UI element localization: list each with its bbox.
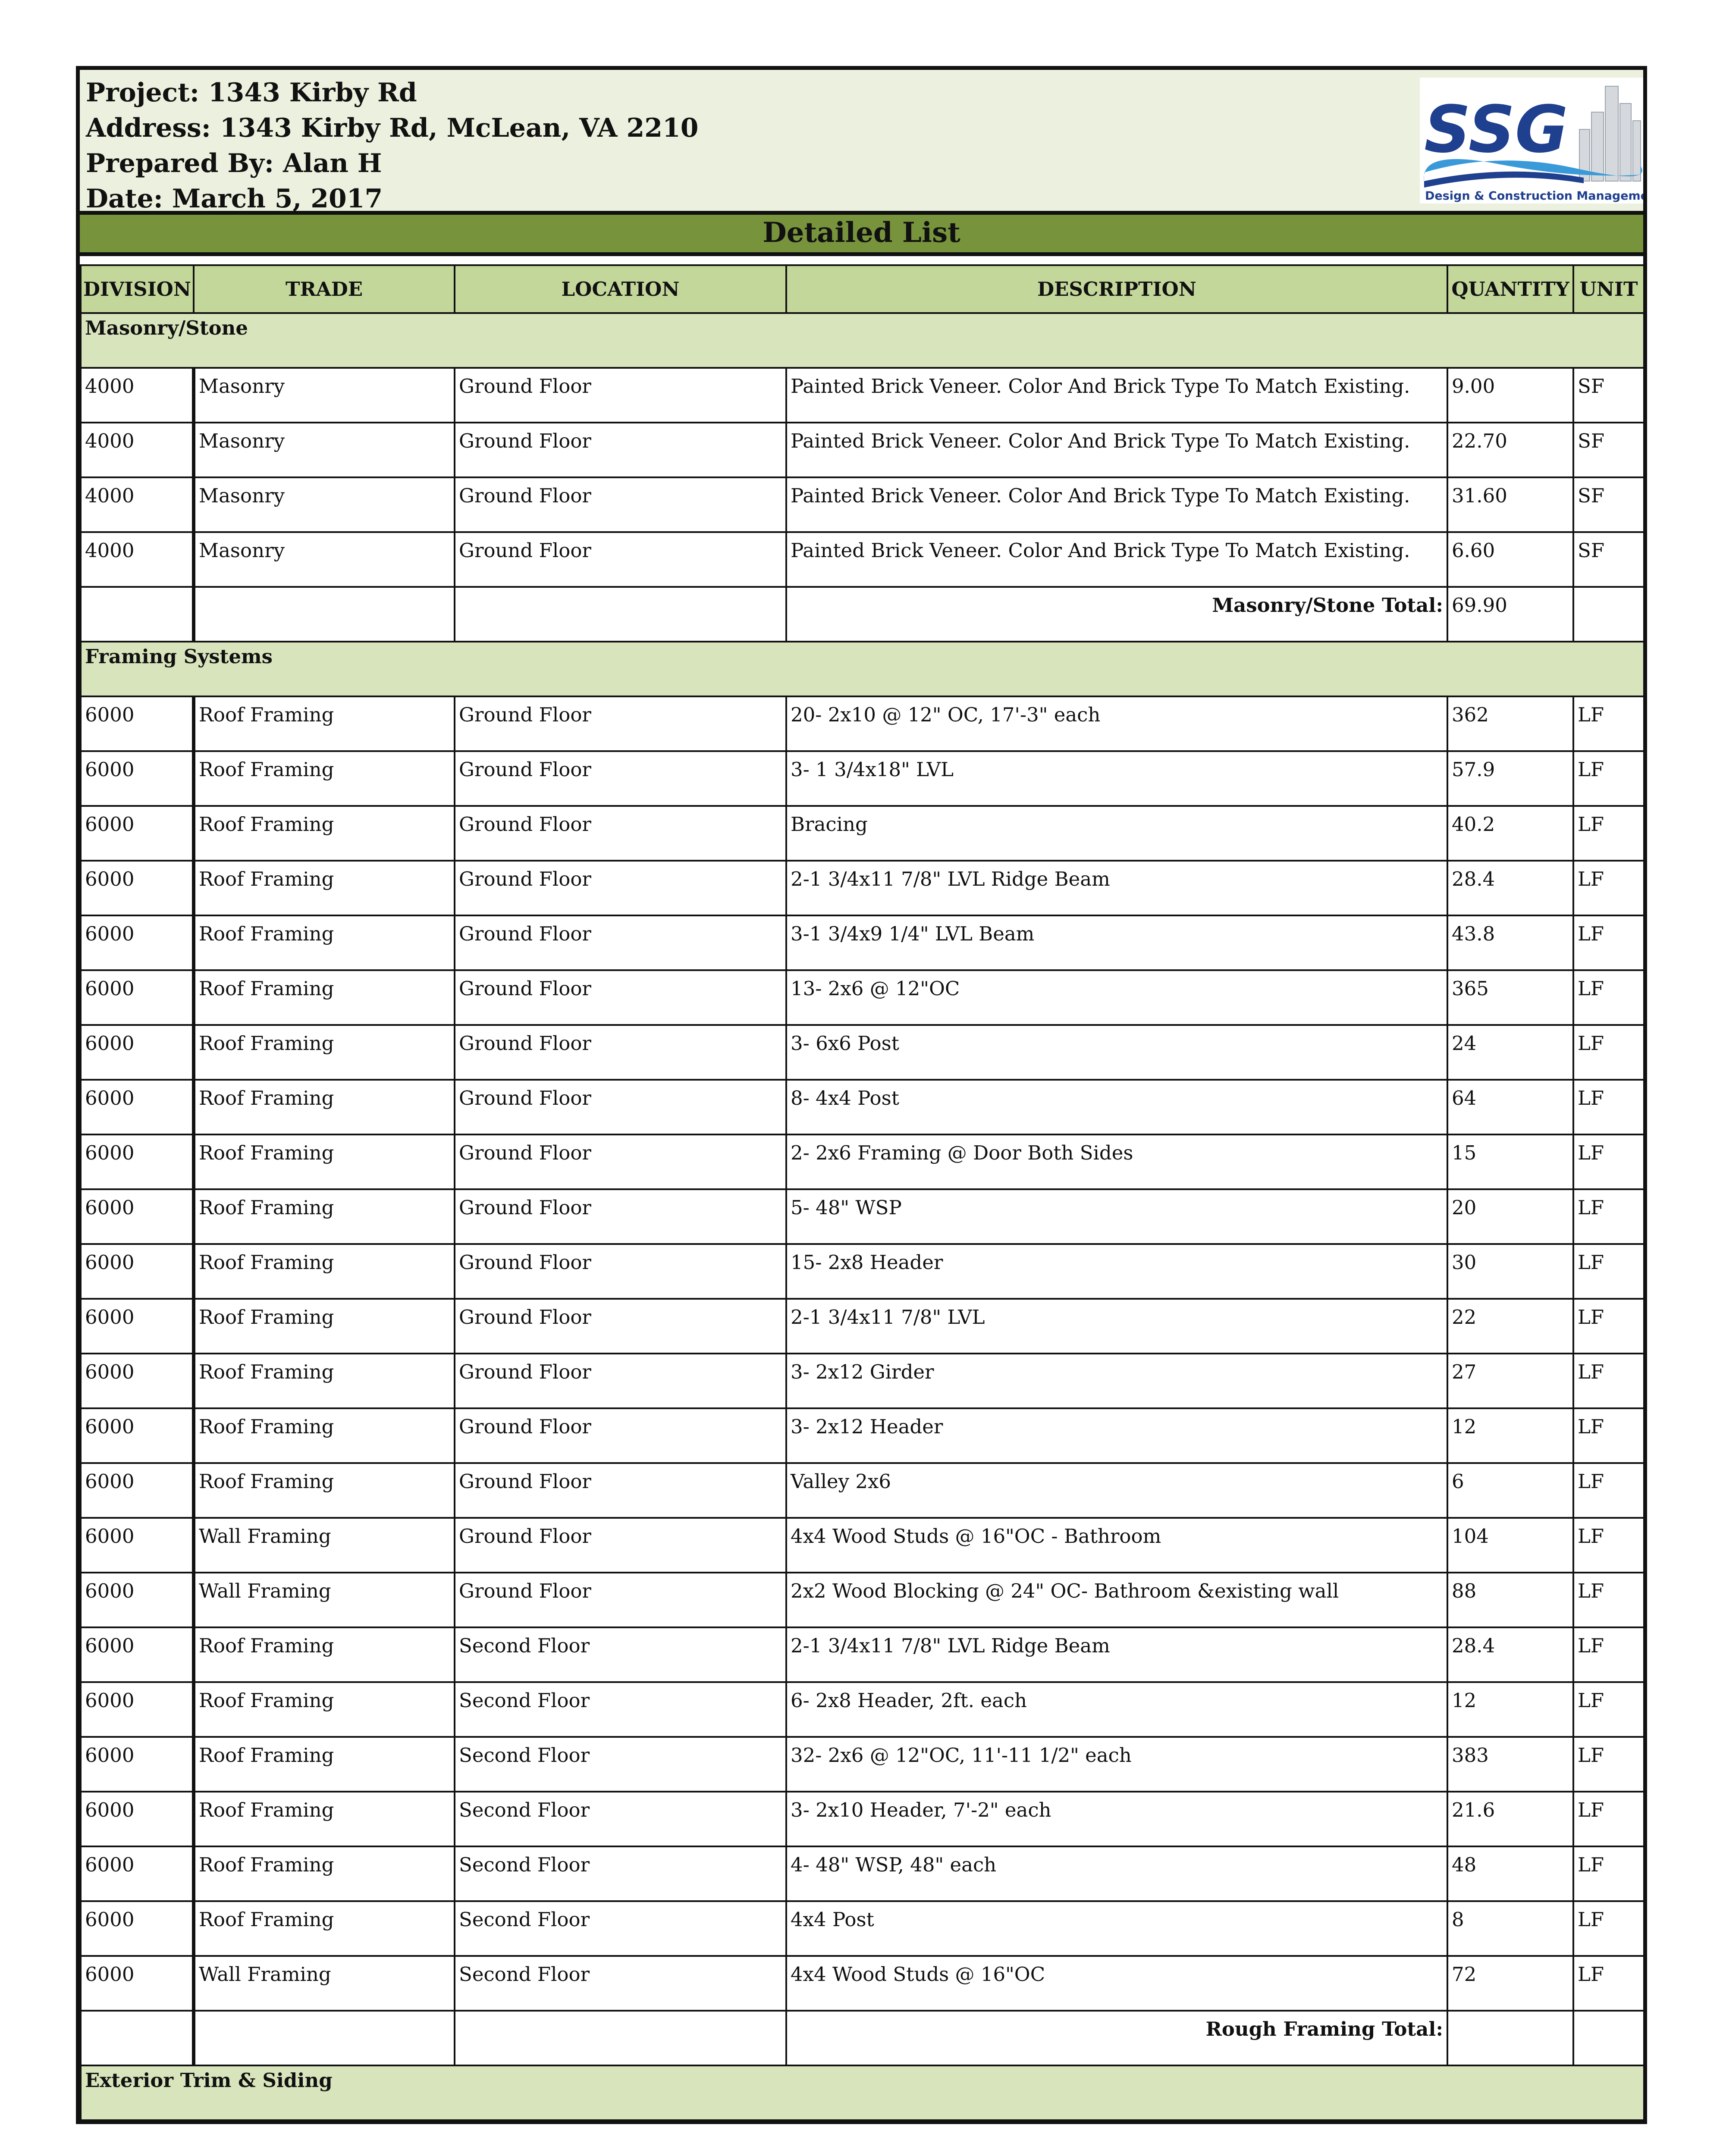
unit-cell: LF: [1573, 1682, 1644, 1737]
quantity-cell: 57.9: [1447, 751, 1573, 806]
project-header: [80, 70, 1643, 215]
table-row: [81, 1846, 1644, 1901]
unit-cell: LF: [1573, 1737, 1644, 1792]
empty-cell: [81, 587, 194, 642]
division-cell: 6000: [81, 1134, 194, 1189]
quantity-cell: 22: [1447, 1299, 1573, 1354]
table-row: [81, 1573, 1644, 1627]
unit-cell: LF: [1573, 806, 1644, 861]
table-row: [81, 1463, 1644, 1518]
trade-cell: Roof Framing: [194, 1627, 455, 1682]
description-cell: 15- 2x8 Header: [786, 1244, 1447, 1299]
column-header-row: [81, 265, 1644, 313]
table-row: [81, 751, 1644, 806]
unit-cell: SF: [1573, 477, 1644, 532]
location-cell: Ground Floor: [455, 1080, 786, 1134]
quantity-cell: 48: [1447, 1846, 1573, 1901]
total-label: Masonry/Stone Total:: [786, 587, 1447, 642]
division-cell: 4000: [81, 368, 194, 423]
description-cell: Painted Brick Veneer. Color And Brick Type To Match Existing.: [786, 423, 1447, 477]
location-cell: Ground Floor: [455, 1189, 786, 1244]
description-cell: 6- 2x8 Header, 2ft. each: [786, 1682, 1447, 1737]
description-cell: Painted Brick Veneer. Color And Brick Type To Match Existing.: [786, 477, 1447, 532]
table-row: [81, 806, 1644, 861]
total-value: [1447, 2011, 1573, 2065]
trade-cell: Roof Framing: [194, 1244, 455, 1299]
location-cell: Ground Floor: [455, 1408, 786, 1463]
unit-cell: LF: [1573, 1627, 1644, 1682]
unit-cell: LF: [1573, 1189, 1644, 1244]
trade-cell: Wall Framing: [194, 1956, 455, 2011]
trade-cell: Roof Framing: [194, 806, 455, 861]
location-cell: Ground Floor: [455, 1354, 786, 1408]
unit-cell: LF: [1573, 1846, 1644, 1901]
document-sheet: [76, 66, 1647, 2124]
table-body: [81, 265, 1644, 2120]
location-cell: Ground Floor: [455, 806, 786, 861]
trade-cell: Roof Framing: [194, 1463, 455, 1518]
col-header-division: DIVISION: [81, 265, 194, 313]
section-title: Framing Systems: [81, 642, 1644, 696]
trade-cell: Masonry: [194, 368, 455, 423]
location-cell: Ground Floor: [455, 1299, 786, 1354]
ssg-logo: [1420, 78, 1643, 204]
location-cell: Second Floor: [455, 1627, 786, 1682]
trade-cell: Roof Framing: [194, 1792, 455, 1846]
location-cell: Ground Floor: [455, 1573, 786, 1627]
division-cell: 6000: [81, 696, 194, 751]
trade-cell: Roof Framing: [194, 915, 455, 970]
description-cell: Painted Brick Veneer. Color And Brick Type To Match Existing.: [786, 368, 1447, 423]
unit-cell: LF: [1573, 1244, 1644, 1299]
col-header-unit: UNIT: [1573, 265, 1644, 313]
detailed-list-table: [80, 264, 1645, 2121]
empty-cell: [1573, 587, 1644, 642]
table-row: [81, 1025, 1644, 1080]
description-cell: Bracing: [786, 806, 1447, 861]
table-row: [81, 1244, 1644, 1299]
description-cell: 3- 1 3/4x18" LVL: [786, 751, 1447, 806]
location-cell: Ground Floor: [455, 1244, 786, 1299]
quantity-cell: 31.60: [1447, 477, 1573, 532]
table-row: [81, 1682, 1644, 1737]
quantity-cell: 20: [1447, 1189, 1573, 1244]
description-cell: 3- 2x10 Header, 7'-2" each: [786, 1792, 1447, 1846]
unit-cell: SF: [1573, 532, 1644, 587]
description-cell: 5- 48" WSP: [786, 1189, 1447, 1244]
trade-cell: Roof Framing: [194, 1682, 455, 1737]
unit-cell: LF: [1573, 861, 1644, 915]
quantity-cell: 12: [1447, 1682, 1573, 1737]
table-row: [81, 861, 1644, 915]
trade-cell: Roof Framing: [194, 1846, 455, 1901]
division-cell: 6000: [81, 1792, 194, 1846]
division-cell: 6000: [81, 1518, 194, 1573]
quantity-cell: 28.4: [1447, 861, 1573, 915]
description-cell: 4x4 Post: [786, 1901, 1447, 1956]
table-row: [81, 696, 1644, 751]
description-cell: 3- 2x12 Header: [786, 1408, 1447, 1463]
division-cell: 4000: [81, 532, 194, 587]
division-cell: 6000: [81, 1737, 194, 1792]
division-cell: 6000: [81, 1463, 194, 1518]
division-cell: 6000: [81, 1354, 194, 1408]
description-cell: 2-1 3/4x11 7/8" LVL Ridge Beam: [786, 861, 1447, 915]
quantity-cell: 21.6: [1447, 1792, 1573, 1846]
total-value: 69.90: [1447, 587, 1573, 642]
quantity-cell: 28.4: [1447, 1627, 1573, 1682]
address-line: Address: 1343 Kirby Rd, McLean, VA 2210: [86, 113, 699, 143]
quantity-cell: 40.2: [1447, 806, 1573, 861]
quantity-cell: 12: [1447, 1408, 1573, 1463]
quantity-cell: 15: [1447, 1134, 1573, 1189]
quantity-cell: 6: [1447, 1463, 1573, 1518]
division-cell: 6000: [81, 970, 194, 1025]
logo-text: SSG: [1424, 92, 1568, 167]
quantity-cell: 6.60: [1447, 532, 1573, 587]
trade-cell: Roof Framing: [194, 1354, 455, 1408]
prepared-by-line: Prepared By: Alan H: [86, 148, 382, 179]
description-cell: 3- 2x12 Girder: [786, 1354, 1447, 1408]
location-cell: Ground Floor: [455, 970, 786, 1025]
trade-cell: Roof Framing: [194, 751, 455, 806]
description-cell: 2-1 3/4x11 7/8" LVL Ridge Beam: [786, 1627, 1447, 1682]
location-cell: Ground Floor: [455, 1025, 786, 1080]
unit-cell: LF: [1573, 1080, 1644, 1134]
trade-cell: Wall Framing: [194, 1518, 455, 1573]
unit-cell: LF: [1573, 696, 1644, 751]
ssg-logo-graphic: [1420, 78, 1643, 204]
table-row: [81, 1627, 1644, 1682]
table-row: [81, 1189, 1644, 1244]
section-row: [81, 313, 1644, 368]
unit-cell: SF: [1573, 368, 1644, 423]
unit-cell: LF: [1573, 1901, 1644, 1956]
location-cell: Ground Floor: [455, 1463, 786, 1518]
location-cell: Ground Floor: [455, 423, 786, 477]
total-label: Rough Framing Total:: [786, 2011, 1447, 2065]
division-cell: 6000: [81, 1189, 194, 1244]
trade-cell: Roof Framing: [194, 1408, 455, 1463]
quantity-cell: 104: [1447, 1518, 1573, 1573]
table-row: [81, 915, 1644, 970]
location-cell: Ground Floor: [455, 1134, 786, 1189]
trade-cell: Roof Framing: [194, 1189, 455, 1244]
description-cell: 4x4 Wood Studs @ 16"OC - Bathroom: [786, 1518, 1447, 1573]
division-cell: 4000: [81, 423, 194, 477]
quantity-cell: 365: [1447, 970, 1573, 1025]
division-cell: 6000: [81, 1956, 194, 2011]
table-row: [81, 1956, 1644, 2011]
empty-cell: [455, 587, 786, 642]
section-title: Exterior Trim & Siding: [81, 2065, 1644, 2120]
table-row: [81, 368, 1644, 423]
col-header-trade: TRADE: [194, 265, 455, 313]
location-cell: Second Floor: [455, 1956, 786, 2011]
total-row: [81, 587, 1644, 642]
description-cell: 8- 4x4 Post: [786, 1080, 1447, 1134]
description-cell: 3- 6x6 Post: [786, 1025, 1447, 1080]
description-cell: 2- 2x6 Framing @ Door Both Sides: [786, 1134, 1447, 1189]
unit-cell: LF: [1573, 1463, 1644, 1518]
location-cell: Ground Floor: [455, 1518, 786, 1573]
location-cell: Second Floor: [455, 1901, 786, 1956]
division-cell: 6000: [81, 751, 194, 806]
unit-cell: LF: [1573, 1025, 1644, 1080]
description-cell: Valley 2x6: [786, 1463, 1447, 1518]
quantity-cell: 22.70: [1447, 423, 1573, 477]
trade-cell: Roof Framing: [194, 1299, 455, 1354]
unit-cell: LF: [1573, 751, 1644, 806]
table-row: [81, 1901, 1644, 1956]
col-header-quantity: QUANTITY: [1447, 265, 1573, 313]
table-row: [81, 1354, 1644, 1408]
division-cell: 6000: [81, 1080, 194, 1134]
location-cell: Ground Floor: [455, 368, 786, 423]
table-row: [81, 1299, 1644, 1354]
section-title: Masonry/Stone: [81, 313, 1644, 368]
division-cell: 6000: [81, 1682, 194, 1737]
unit-cell: LF: [1573, 1354, 1644, 1408]
location-cell: Second Floor: [455, 1682, 786, 1737]
table-row: [81, 532, 1644, 587]
location-cell: Second Floor: [455, 1846, 786, 1901]
unit-cell: LF: [1573, 1408, 1644, 1463]
trade-cell: Roof Framing: [194, 970, 455, 1025]
quantity-cell: 362: [1447, 696, 1573, 751]
description-cell: 32- 2x6 @ 12"OC, 11'-11 1/2" each: [786, 1737, 1447, 1792]
location-cell: Ground Floor: [455, 696, 786, 751]
unit-cell: LF: [1573, 1792, 1644, 1846]
division-cell: 6000: [81, 1408, 194, 1463]
empty-cell: [455, 2011, 786, 2065]
trade-cell: Roof Framing: [194, 1901, 455, 1956]
location-cell: Second Floor: [455, 1737, 786, 1792]
table-row: [81, 970, 1644, 1025]
trade-cell: Roof Framing: [194, 1080, 455, 1134]
quantity-cell: 9.00: [1447, 368, 1573, 423]
quantity-cell: 8: [1447, 1901, 1573, 1956]
trade-cell: Masonry: [194, 423, 455, 477]
trade-cell: Roof Framing: [194, 696, 455, 751]
col-header-location: LOCATION: [455, 265, 786, 313]
division-cell: 6000: [81, 1901, 194, 1956]
trade-cell: Masonry: [194, 532, 455, 587]
quantity-cell: 383: [1447, 1737, 1573, 1792]
division-cell: 6000: [81, 806, 194, 861]
location-cell: Ground Floor: [455, 915, 786, 970]
total-row: [81, 2011, 1644, 2065]
division-cell: 6000: [81, 915, 194, 970]
quantity-cell: 43.8: [1447, 915, 1573, 970]
unit-cell: LF: [1573, 1299, 1644, 1354]
table-row: [81, 1134, 1644, 1189]
unit-cell: LF: [1573, 1956, 1644, 2011]
location-cell: Ground Floor: [455, 532, 786, 587]
division-cell: 6000: [81, 1846, 194, 1901]
col-header-description: DESCRIPTION: [786, 265, 1447, 313]
unit-cell: LF: [1573, 1518, 1644, 1573]
quantity-cell: 24: [1447, 1025, 1573, 1080]
table-row: [81, 1518, 1644, 1573]
description-cell: 2-1 3/4x11 7/8" LVL: [786, 1299, 1447, 1354]
table-row: [81, 1080, 1644, 1134]
division-cell: 4000: [81, 477, 194, 532]
trade-cell: Roof Framing: [194, 861, 455, 915]
unit-cell: LF: [1573, 1573, 1644, 1627]
division-cell: 6000: [81, 1299, 194, 1354]
unit-cell: LF: [1573, 970, 1644, 1025]
trade-cell: Wall Framing: [194, 1573, 455, 1627]
description-cell: 4x4 Wood Studs @ 16"OC: [786, 1956, 1447, 2011]
description-cell: Painted Brick Veneer. Color And Brick Type To Match Existing.: [786, 532, 1447, 587]
empty-cell: [81, 2011, 194, 2065]
division-cell: 6000: [81, 1627, 194, 1682]
unit-cell: SF: [1573, 423, 1644, 477]
section-row: [81, 642, 1644, 696]
table-row: [81, 423, 1644, 477]
table-row: [81, 1792, 1644, 1846]
table-row: [81, 477, 1644, 532]
logo-tagline: Design & Construction Management: [1425, 189, 1643, 203]
empty-cell: [194, 2011, 455, 2065]
empty-cell: [194, 587, 455, 642]
quantity-cell: 64: [1447, 1080, 1573, 1134]
trade-cell: Roof Framing: [194, 1737, 455, 1792]
description-cell: 20- 2x10 @ 12" OC, 17'-3" each: [786, 696, 1447, 751]
trade-cell: Masonry: [194, 477, 455, 532]
trade-cell: Roof Framing: [194, 1134, 455, 1189]
unit-cell: LF: [1573, 1134, 1644, 1189]
division-cell: 6000: [81, 1025, 194, 1080]
quantity-cell: 27: [1447, 1354, 1573, 1408]
table-row: [81, 1408, 1644, 1463]
description-cell: 13- 2x6 @ 12"OC: [786, 970, 1447, 1025]
project-line: Project: 1343 Kirby Rd: [86, 78, 417, 108]
location-cell: Ground Floor: [455, 477, 786, 532]
division-cell: 6000: [81, 861, 194, 915]
trade-cell: Roof Framing: [194, 1025, 455, 1080]
document-title: Detailed List: [80, 215, 1643, 256]
location-cell: Ground Floor: [455, 861, 786, 915]
table-row: [81, 1737, 1644, 1792]
location-cell: Second Floor: [455, 1792, 786, 1846]
location-cell: Ground Floor: [455, 751, 786, 806]
description-cell: 2x2 Wood Blocking @ 24" OC- Bathroom &existing wall: [786, 1573, 1447, 1627]
division-cell: 6000: [81, 1573, 194, 1627]
quantity-cell: 72: [1447, 1956, 1573, 2011]
description-cell: 3-1 3/4x9 1/4" LVL Beam: [786, 915, 1447, 970]
division-cell: 6000: [81, 1244, 194, 1299]
date-line: Date: March 5, 2017: [86, 184, 383, 214]
description-cell: 4- 48" WSP, 48" each: [786, 1846, 1447, 1901]
unit-cell: LF: [1573, 915, 1644, 970]
section-row: [81, 2065, 1644, 2120]
quantity-cell: 30: [1447, 1244, 1573, 1299]
empty-cell: [1573, 2011, 1644, 2065]
quantity-cell: 88: [1447, 1573, 1573, 1627]
